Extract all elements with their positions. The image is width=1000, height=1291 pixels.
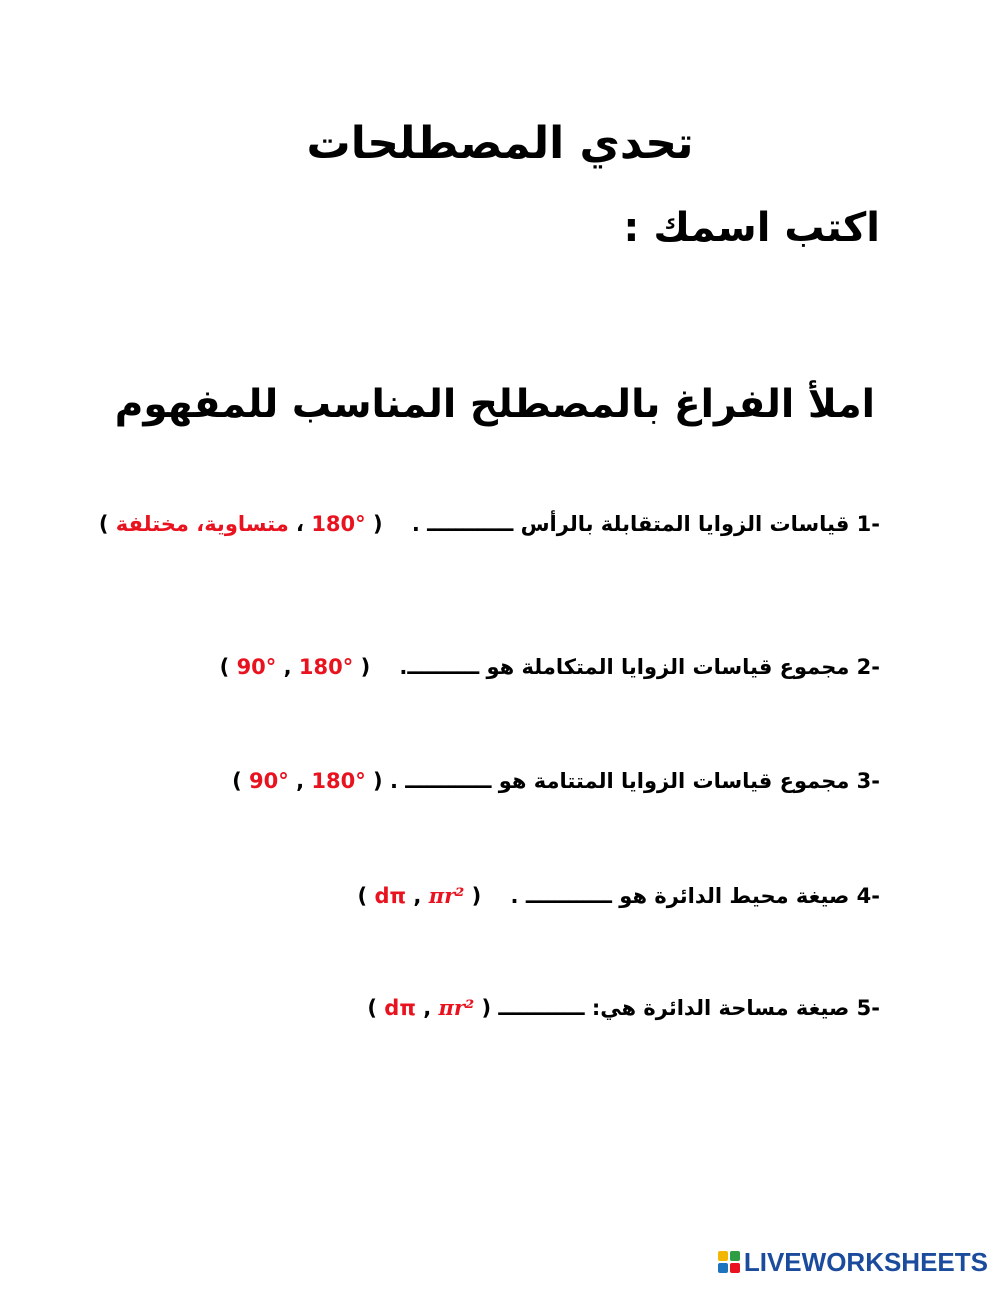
answer-blank[interactable]: ــــــــــ bbox=[407, 655, 480, 679]
option-c: مختلفة bbox=[115, 512, 189, 536]
period: . bbox=[510, 884, 519, 908]
close-paren: ) bbox=[357, 884, 368, 908]
close-paren: ) bbox=[98, 512, 109, 536]
footer-logo bbox=[718, 1246, 988, 1277]
answer-blank[interactable]: ــــــــــــ bbox=[405, 769, 492, 793]
option-separator: , bbox=[276, 655, 292, 679]
option-b: πr² bbox=[428, 883, 465, 908]
option-b: πr² bbox=[438, 995, 475, 1020]
page-title: تحدي المصطلحات bbox=[306, 118, 694, 169]
open-paren: ( bbox=[481, 996, 492, 1020]
answer-blank[interactable]: ــــــــــــ bbox=[427, 512, 514, 536]
option-b: متساوية، bbox=[196, 512, 289, 536]
open-paren: ( bbox=[372, 512, 383, 536]
question-number: 5- bbox=[856, 996, 880, 1020]
liveworksheets-logo-icon bbox=[718, 1251, 740, 1273]
open-paren: ( bbox=[373, 769, 383, 793]
option-b: °90 bbox=[249, 769, 289, 793]
answer-blank[interactable]: ــــــــــــ bbox=[498, 996, 585, 1020]
question-5 bbox=[367, 995, 880, 1020]
open-paren: ( bbox=[471, 884, 482, 908]
question-text: صيغة محيط الدائرة هو bbox=[619, 884, 850, 908]
question-number: 2- bbox=[856, 655, 880, 679]
question-4 bbox=[358, 883, 880, 908]
option-a: °180 bbox=[311, 512, 366, 536]
question-2 bbox=[220, 655, 880, 679]
close-paren: ) bbox=[219, 655, 230, 679]
question-number: 3- bbox=[856, 769, 880, 793]
option-a: °180 bbox=[298, 655, 354, 679]
name-prompt: اكتب اسمك : bbox=[623, 205, 880, 251]
period: . bbox=[399, 655, 408, 679]
question-number: 1- bbox=[856, 512, 880, 536]
question-text: مجموع قياسات الزوايا المتتامة هو bbox=[498, 769, 850, 793]
instruction: املأ الفراغ بالمصطلح المناسب للمفهوم bbox=[114, 382, 875, 427]
option-separator: , bbox=[413, 884, 429, 908]
period: . bbox=[389, 769, 398, 793]
answer-blank[interactable]: ــــــــــــ bbox=[525, 884, 612, 908]
question-text: صيغة مساحة الدائرة هي: bbox=[591, 996, 850, 1020]
close-paren: ) bbox=[232, 769, 242, 793]
close-paren: ) bbox=[367, 996, 377, 1020]
option-separator: , bbox=[288, 769, 305, 793]
option-separator: , bbox=[423, 996, 439, 1020]
question-text: قياسات الزوايا المتقابلة بالرأس bbox=[520, 512, 850, 536]
brand-name: LIVEWORKSHEETS bbox=[743, 1246, 988, 1277]
open-paren: ( bbox=[360, 655, 371, 679]
question-text: مجموع قياسات الزوايا المتكاملة هو bbox=[486, 655, 850, 679]
question-1 bbox=[99, 512, 880, 536]
option-a: dπ bbox=[384, 996, 416, 1020]
option-a: °180 bbox=[311, 769, 366, 793]
option-a: dπ bbox=[374, 884, 407, 908]
period: . bbox=[411, 512, 420, 536]
option-b: °90 bbox=[236, 655, 277, 679]
option-separator: ، bbox=[288, 512, 304, 536]
question-3 bbox=[232, 769, 880, 793]
question-number: 4- bbox=[856, 884, 880, 908]
